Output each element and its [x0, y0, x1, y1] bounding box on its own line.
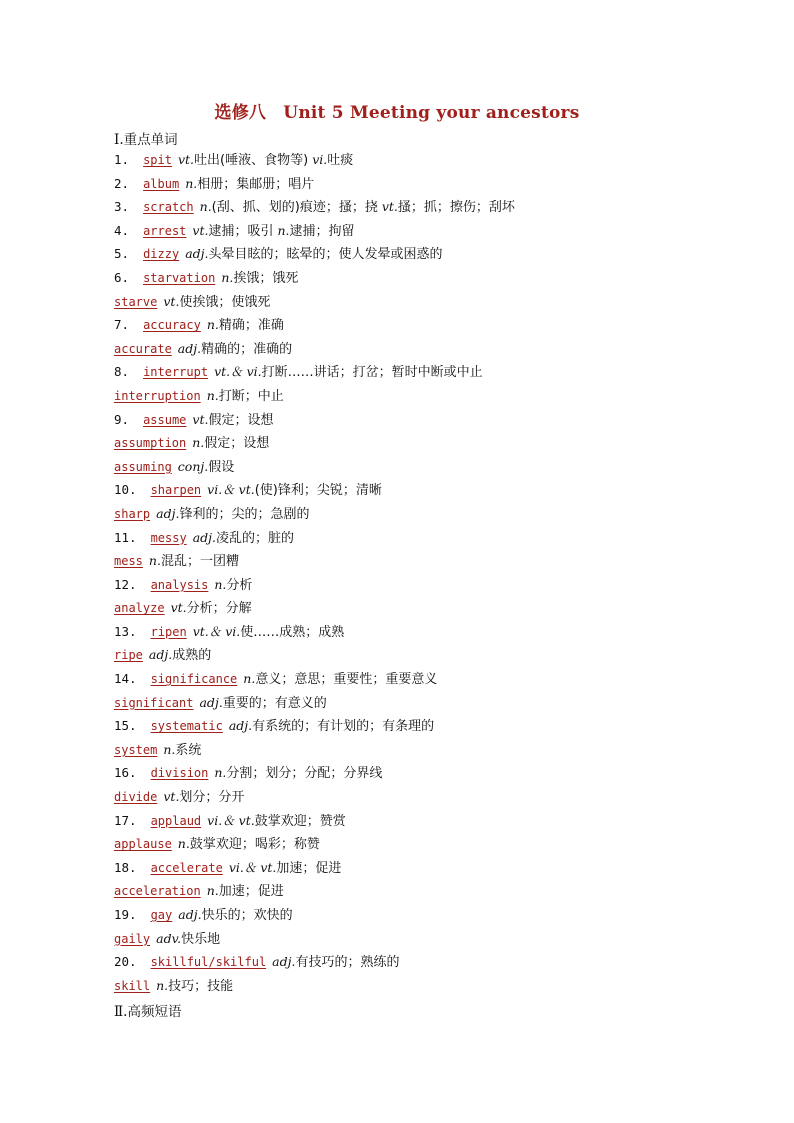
answer-word: messy	[150, 530, 187, 545]
answer-word: dizzy	[143, 247, 180, 262]
meaning: 吐痰	[327, 153, 354, 168]
meaning: 打断；中止	[218, 388, 284, 404]
answer-word: acceleration	[114, 884, 201, 899]
vocab-row	[114, 219, 754, 243]
section-heading-words: Ⅰ.重点单词	[114, 132, 178, 148]
item-number: 19.	[114, 907, 137, 922]
meaning: 意义；意思；重要性；重要意义	[255, 672, 438, 688]
answer-word: album	[143, 176, 180, 191]
vocab-row	[114, 903, 754, 927]
vocab-row	[114, 950, 754, 974]
part-of-speech: vt.	[192, 411, 209, 427]
meaning: 鼓掌欢迎；喝彩；称赞	[189, 837, 320, 853]
answer-word: accuracy	[143, 318, 201, 333]
answer-word: skillful/skilful	[150, 955, 267, 970]
vocab-row	[114, 549, 754, 573]
meaning: 分析；分解	[186, 601, 252, 617]
vocab-row	[114, 502, 754, 526]
answer-word: starve	[114, 294, 158, 309]
item-number: 20.	[114, 954, 137, 970]
item-number: 13.	[114, 623, 137, 639]
meaning: 鼓掌欢迎；赞赏	[254, 813, 346, 829]
part-of-speech: n.	[206, 387, 219, 403]
part-of-speech: n.	[163, 741, 176, 757]
vocab-row	[114, 856, 754, 880]
vocab-row	[114, 290, 754, 314]
meaning: 打断……讲话；打岔；暂时中断或中止	[261, 365, 483, 381]
vocab-row	[114, 337, 754, 361]
vocab-row	[114, 360, 754, 384]
vocab-row	[114, 643, 754, 667]
answer-word: analysis	[150, 577, 209, 592]
part-of-speech: adv.	[156, 930, 182, 946]
answer-word: accelerate	[150, 860, 223, 875]
answer-word: assuming	[114, 459, 172, 474]
vocab-row	[114, 408, 754, 432]
part-of-speech: n.	[206, 883, 219, 899]
part-of-speech: vt.	[177, 152, 195, 167]
answer-word: applaud	[150, 813, 202, 828]
part-of-speech: n.	[177, 836, 190, 852]
meaning: 快乐的；欢快的	[201, 908, 293, 923]
item-number: 6.	[114, 269, 130, 285]
part-of-speech: adj.	[156, 505, 180, 521]
meaning: 加速；促进	[218, 884, 284, 900]
meaning: 逮捕；拘留	[289, 223, 355, 239]
answer-word: division	[150, 766, 209, 781]
part-of-speech: adj.	[185, 246, 209, 262]
answer-word: system	[114, 742, 158, 757]
vocab-row	[114, 809, 754, 833]
vocab-row	[114, 691, 754, 715]
vocab-row	[114, 573, 754, 597]
meaning: 成熟的	[172, 648, 212, 664]
answer-word: interruption	[114, 388, 201, 403]
answer-word: arrest	[143, 223, 187, 238]
item-number: 4.	[114, 222, 130, 238]
meaning: 重要的；有意义的	[222, 695, 327, 711]
part-of-speech: vt.	[381, 199, 398, 215]
item-number: 5.	[114, 246, 130, 262]
meaning: 技巧；技能	[168, 978, 234, 994]
meaning: 有系统的；有计划的；有条理的	[252, 719, 435, 735]
answer-word: scratch	[143, 200, 194, 215]
item-number: 17.	[114, 812, 137, 828]
vocab-row	[114, 927, 754, 951]
meaning: 假定；设想	[208, 412, 274, 428]
meaning: (刮、抓、划的)痕迹；搔；挠	[211, 200, 378, 216]
vocabulary-list	[114, 148, 754, 997]
meaning: 假设	[208, 459, 235, 475]
meaning: 划分；分开	[179, 790, 245, 806]
item-number: 10.	[114, 482, 137, 498]
part-of-speech: n.	[199, 199, 212, 215]
part-of-speech: vt.	[170, 600, 187, 616]
meaning: (使)锋利；尖锐；清晰	[254, 483, 382, 499]
part-of-speech: n.	[192, 435, 205, 451]
answer-word: divide	[114, 790, 158, 805]
answer-word: spit	[143, 153, 172, 167]
vocab-row	[114, 714, 754, 738]
meaning: 挨饿；饿死	[233, 270, 299, 286]
vocab-row	[114, 172, 754, 196]
answer-word: ripe	[114, 648, 143, 663]
part-of-speech: n.	[185, 175, 198, 191]
answer-word: sharp	[114, 506, 151, 521]
part-of-speech: vi.＆ vt.	[207, 482, 255, 498]
meaning: 混乱；一团糟	[160, 554, 239, 570]
vocab-row	[114, 478, 754, 502]
part-of-speech: n.	[277, 222, 290, 238]
item-number: 9.	[114, 411, 130, 427]
meaning: 快乐地	[181, 931, 221, 947]
part-of-speech: vt.＆ vi.	[192, 623, 241, 639]
vocab-row	[114, 832, 754, 856]
meaning: 分割；划分；分配；分界线	[226, 766, 383, 782]
item-number: 8.	[114, 364, 130, 380]
part-of-speech: vi.＆ vt.	[228, 859, 277, 875]
meaning: 逮捕；吸引	[208, 223, 274, 239]
answer-word: sharpen	[150, 483, 202, 498]
item-number: 11.	[114, 529, 137, 545]
answer-word: interrupt	[143, 365, 209, 380]
vocab-row	[114, 242, 754, 266]
meaning: 假定；设想	[204, 436, 270, 452]
meaning: 相册；集邮册；唱片	[197, 176, 315, 192]
item-number: 2.	[114, 175, 130, 191]
part-of-speech: n.	[148, 553, 161, 569]
meaning: 精确的；准确的	[201, 341, 293, 357]
answer-word: gaily	[114, 931, 151, 946]
answer-word: analyze	[114, 601, 165, 616]
meaning: 使挨饿；使饿死	[179, 294, 271, 310]
vocab-row	[114, 620, 754, 644]
part-of-speech: adj.	[178, 907, 202, 922]
vocab-row	[114, 974, 754, 998]
part-of-speech: adj.	[228, 718, 253, 734]
answer-word: skill	[114, 978, 151, 993]
meaning: 锋利的；尖的；急剧的	[179, 506, 310, 522]
vocab-row	[114, 738, 754, 762]
meaning: 头晕目眩的；眩晕的；使人发晕或困惑的	[208, 247, 443, 263]
part-of-speech: vt.	[163, 789, 180, 805]
part-of-speech: adj.	[199, 694, 223, 710]
part-of-speech: vt.	[192, 222, 209, 238]
meaning: 使……成熟；成熟	[240, 624, 345, 640]
part-of-speech: adj.	[192, 529, 217, 545]
answer-word: systematic	[150, 719, 223, 734]
item-number: 15.	[114, 718, 137, 734]
item-number: 3.	[114, 199, 130, 215]
vocab-row	[114, 148, 754, 172]
section-heading-phrases: Ⅱ.高频短语	[114, 1004, 182, 1020]
part-of-speech: adj.	[272, 954, 296, 970]
answer-word: assumption	[114, 436, 187, 451]
vocab-row	[114, 431, 754, 455]
answer-word: accurate	[114, 341, 172, 356]
vocab-row	[114, 266, 754, 290]
part-of-speech: vi.	[312, 152, 328, 167]
answer-word: mess	[114, 554, 143, 569]
part-of-speech: conj.	[177, 458, 209, 474]
vocab-row	[114, 455, 754, 479]
meaning: 精确；准确	[218, 318, 284, 334]
meaning: 系统	[175, 742, 202, 758]
part-of-speech: n.	[206, 317, 219, 333]
meaning: 凌乱的；脏的	[216, 530, 295, 546]
item-number: 12.	[114, 576, 137, 592]
part-of-speech: n.	[221, 269, 234, 285]
vocab-row	[114, 761, 754, 785]
vocab-row	[114, 195, 754, 219]
answer-word: significance	[150, 672, 238, 687]
page-title: 选修八 Unit 5 Meeting your ancestors	[214, 103, 580, 123]
vocab-row	[114, 879, 754, 903]
meaning: 分析	[226, 577, 253, 593]
part-of-speech: vi.＆ vt.	[207, 812, 255, 828]
vocab-row	[114, 667, 754, 691]
vocab-row	[114, 785, 754, 809]
part-of-speech: n.	[214, 576, 227, 592]
vocab-row	[114, 596, 754, 620]
vocab-row	[114, 313, 754, 337]
part-of-speech: adj.	[148, 647, 173, 663]
part-of-speech: n.	[214, 765, 227, 781]
item-number: 14.	[114, 671, 137, 687]
item-number: 1.	[114, 152, 130, 167]
part-of-speech: adj.	[177, 340, 202, 356]
answer-word: assume	[143, 412, 187, 427]
meaning: 有技巧的；熟练的	[295, 955, 400, 971]
part-of-speech: vt.	[163, 293, 180, 309]
vocab-row	[114, 384, 754, 408]
part-of-speech: n.	[243, 671, 256, 687]
answer-word: starvation	[143, 270, 216, 285]
part-of-speech: n.	[156, 977, 169, 993]
meaning: 吐出(唾液、食物等)	[194, 153, 309, 168]
vocab-row	[114, 526, 754, 550]
answer-word: significant	[114, 695, 194, 710]
item-number: 18.	[114, 859, 137, 875]
item-number: 16.	[114, 765, 137, 781]
item-number: 7.	[114, 317, 130, 333]
answer-word: ripen	[150, 624, 187, 639]
answer-word: applause	[114, 837, 172, 852]
meaning: 加速；促进	[276, 860, 342, 876]
answer-word: gay	[150, 908, 173, 922]
part-of-speech: vt.＆ vi.	[214, 364, 262, 380]
meaning: 搔；抓；擦伤；刮坏	[397, 200, 515, 216]
